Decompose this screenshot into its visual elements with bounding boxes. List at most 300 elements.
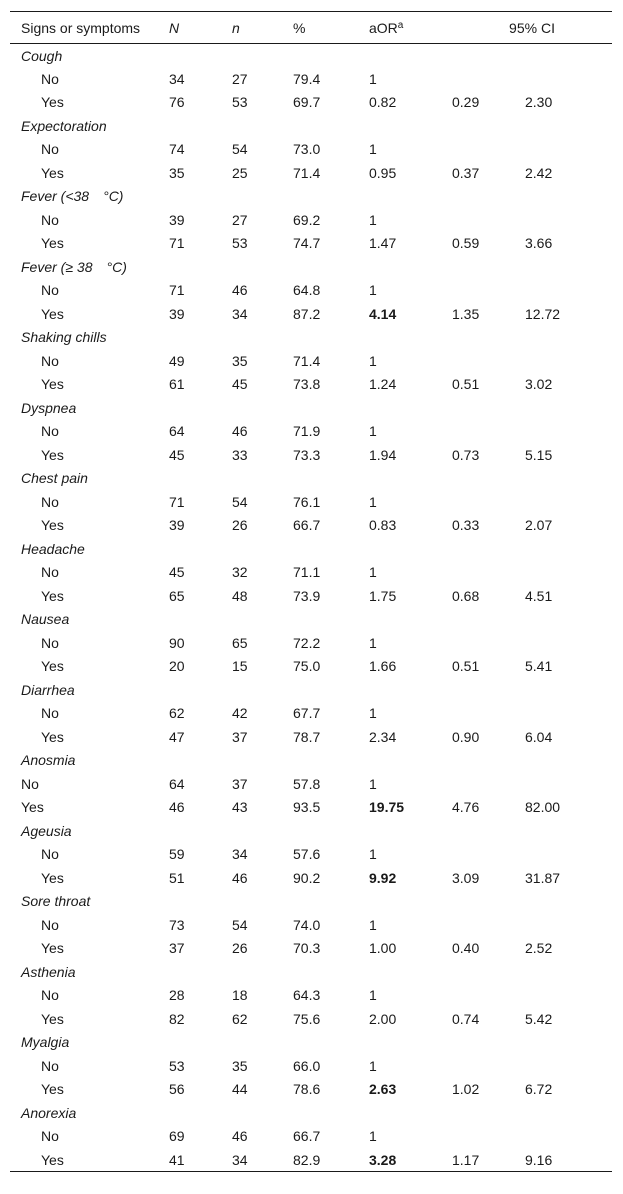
- group-label-text: Expectoration: [21, 117, 107, 134]
- cell-pct: 78.7: [293, 728, 321, 745]
- cell-hi: 5.42: [525, 1010, 553, 1027]
- header-row: [10, 12, 612, 44]
- cell-n: 34: [232, 1151, 248, 1168]
- cell-hi: [525, 561, 612, 585]
- cell-lo: 0.29: [452, 94, 480, 111]
- cell-pct: 71.9: [293, 423, 321, 440]
- cell-aor: 1.47: [369, 235, 397, 252]
- cell-pct: 64.8: [293, 282, 321, 299]
- cell-hi: [525, 279, 612, 303]
- cell-n: 54: [232, 916, 248, 933]
- table-body: [10, 44, 612, 1172]
- cell-N: 76: [169, 94, 185, 111]
- cell-aor: 1: [369, 987, 377, 1004]
- cell-pct: 57.6: [293, 846, 321, 863]
- cell-lo: [452, 984, 525, 1008]
- table-row: [10, 772, 612, 796]
- cell-hi: [525, 208, 612, 232]
- cell-n: 33: [232, 446, 248, 463]
- cell-aor: 1.94: [369, 446, 397, 463]
- group-row: [10, 537, 612, 561]
- cell-N: 90: [169, 634, 185, 651]
- cell-hi: [525, 349, 612, 373]
- cell-pct: 76.1: [293, 493, 321, 510]
- table-row: [10, 655, 612, 679]
- cell-pct: 73.8: [293, 376, 321, 393]
- group-row: [10, 255, 612, 279]
- cell-aor: 1: [369, 1057, 377, 1074]
- row-label: Yes: [21, 799, 44, 816]
- cell-n: 26: [232, 517, 248, 534]
- row-label: Yes: [41, 1151, 64, 1168]
- cell-N: 45: [169, 564, 185, 581]
- group-row: [10, 608, 612, 632]
- cell-lo: [452, 279, 525, 303]
- cell-lo: 0.51: [452, 658, 480, 675]
- row-label: No: [41, 423, 59, 440]
- cell-pct: 64.3: [293, 987, 321, 1004]
- cell-pct: 93.5: [293, 799, 321, 816]
- cell-lo: [452, 913, 525, 937]
- group-row: [10, 114, 612, 138]
- group-label-text: Fever (<38: [21, 188, 90, 205]
- cell-pct: 75.6: [293, 1010, 321, 1027]
- table-row: [10, 584, 612, 608]
- group-label: [10, 467, 612, 491]
- cell-N: 69: [169, 1128, 185, 1145]
- cell-N: 49: [169, 352, 185, 369]
- row-label: No: [41, 282, 59, 299]
- table-row: [10, 373, 612, 397]
- cell-N: 28: [169, 987, 185, 1004]
- cell-lo: [452, 702, 525, 726]
- group-row: [10, 890, 612, 914]
- cell-N: 35: [169, 164, 185, 181]
- cell-n: 54: [232, 141, 248, 158]
- table-row: [10, 420, 612, 444]
- table-row: [10, 514, 612, 538]
- group-label-unit: °C): [106, 258, 127, 275]
- row-label: Yes: [41, 869, 64, 886]
- group-label: [10, 185, 612, 209]
- row-label: No: [21, 775, 39, 792]
- cell-lo: [452, 1054, 525, 1078]
- group-row: [10, 467, 612, 491]
- cell-aor: 9.92: [369, 869, 397, 886]
- cell-aor: 1: [369, 352, 377, 369]
- cell-pct: 66.0: [293, 1057, 321, 1074]
- cell-n: 54: [232, 493, 248, 510]
- cell-N: 71: [169, 282, 185, 299]
- group-label: [10, 537, 612, 561]
- cell-N: 56: [169, 1081, 185, 1098]
- row-label: Yes: [41, 94, 64, 111]
- table-row: [10, 843, 612, 867]
- table-row: [10, 138, 612, 162]
- cell-N: 64: [169, 775, 185, 792]
- cell-N: 73: [169, 916, 185, 933]
- cell-lo: [452, 67, 525, 91]
- row-label: No: [41, 987, 59, 1004]
- cell-lo: [452, 138, 525, 162]
- cell-lo: [452, 208, 525, 232]
- group-label: [10, 44, 612, 68]
- table-row: [10, 490, 612, 514]
- group-label: [10, 749, 612, 773]
- cell-pct: 74.7: [293, 235, 321, 252]
- table-row: [10, 279, 612, 303]
- group-label-text: Anorexia: [21, 1104, 77, 1121]
- cell-hi: 82.00: [525, 799, 561, 816]
- group-row: [10, 678, 612, 702]
- cell-N: 59: [169, 846, 185, 863]
- group-label: [10, 960, 612, 984]
- group-label: [10, 396, 612, 420]
- header-aor-label: aOR: [369, 19, 398, 36]
- row-label: No: [41, 352, 59, 369]
- cell-aor: 0.95: [369, 164, 397, 181]
- cell-n: 45: [232, 376, 248, 393]
- row-label: No: [41, 1057, 59, 1074]
- cell-aor: 1: [369, 634, 377, 651]
- cell-N: 39: [169, 517, 185, 534]
- cell-n: 35: [232, 352, 248, 369]
- group-label: [10, 114, 612, 138]
- cell-N: 39: [169, 305, 185, 322]
- cell-hi: [525, 984, 612, 1008]
- group-label-text: Ageusia: [21, 822, 72, 839]
- cell-pct: 75.0: [293, 658, 321, 675]
- header-N: N: [169, 19, 180, 36]
- row-label: Yes: [41, 587, 64, 604]
- cell-hi: [525, 913, 612, 937]
- cell-n: 48: [232, 587, 248, 604]
- cell-pct: 87.2: [293, 305, 321, 322]
- cell-aor: 1: [369, 423, 377, 440]
- cell-lo: 0.68: [452, 587, 480, 604]
- cell-aor: 19.75: [369, 799, 405, 816]
- table-row: [10, 302, 612, 326]
- symptoms-table: [10, 11, 612, 1172]
- cell-pct: 74.0: [293, 916, 321, 933]
- group-row: [10, 749, 612, 773]
- table-row: [10, 443, 612, 467]
- cell-n: 53: [232, 235, 248, 252]
- group-label-text: Shaking chills: [21, 329, 107, 346]
- cell-hi: [525, 420, 612, 444]
- cell-pct: 79.4: [293, 70, 321, 87]
- cell-pct: 70.3: [293, 940, 321, 957]
- cell-hi: [525, 772, 612, 796]
- table-row: [10, 631, 612, 655]
- cell-aor: 0.83: [369, 517, 397, 534]
- cell-pct: 73.9: [293, 587, 321, 604]
- cell-hi: 5.15: [525, 446, 553, 463]
- table-row: [10, 937, 612, 961]
- cell-N: 74: [169, 141, 185, 158]
- group-label: [10, 326, 612, 350]
- cell-lo: 0.59: [452, 235, 480, 252]
- cell-n: 34: [232, 305, 248, 322]
- cell-aor: 1: [369, 211, 377, 228]
- cell-n: 46: [232, 1128, 248, 1145]
- cell-hi: [525, 138, 612, 162]
- cell-N: 39: [169, 211, 185, 228]
- cell-lo: 0.74: [452, 1010, 480, 1027]
- cell-pct: 69.2: [293, 211, 321, 228]
- symptoms-table-container: [10, 11, 612, 1172]
- group-label-text: Diarrhea: [21, 681, 75, 698]
- table-row: [10, 561, 612, 585]
- cell-hi: [525, 1054, 612, 1078]
- cell-aor: 1: [369, 1128, 377, 1145]
- cell-pct: 67.7: [293, 705, 321, 722]
- cell-N: 47: [169, 728, 185, 745]
- table-row: [10, 725, 612, 749]
- table-row: [10, 913, 612, 937]
- group-label-text: Dyspnea: [21, 399, 77, 416]
- cell-N: 64: [169, 423, 185, 440]
- cell-n: 44: [232, 1081, 248, 1098]
- cell-n: 18: [232, 987, 248, 1004]
- group-row: [10, 1031, 612, 1055]
- cell-pct: 66.7: [293, 517, 321, 534]
- cell-lo: 0.90: [452, 728, 480, 745]
- cell-n: 34: [232, 846, 248, 863]
- cell-lo: [452, 631, 525, 655]
- row-label: No: [41, 1128, 59, 1145]
- cell-aor: 3.28: [369, 1151, 397, 1168]
- cell-n: 46: [232, 869, 248, 886]
- group-label-text: Headache: [21, 540, 85, 557]
- cell-pct: 72.2: [293, 634, 321, 651]
- group-label-text: Cough: [21, 47, 63, 64]
- cell-N: 46: [169, 799, 185, 816]
- cell-lo: 4.76: [452, 799, 480, 816]
- row-label: No: [41, 564, 59, 581]
- cell-aor: 1.75: [369, 587, 397, 604]
- cell-N: 37: [169, 940, 185, 957]
- cell-N: 62: [169, 705, 185, 722]
- cell-n: 35: [232, 1057, 248, 1074]
- group-label: [10, 1031, 612, 1055]
- table-row: [10, 1054, 612, 1078]
- cell-N: 53: [169, 1057, 185, 1074]
- group-label-text: Anosmia: [21, 752, 76, 769]
- header-ci: 95% CI: [509, 19, 555, 36]
- group-label: [10, 678, 612, 702]
- cell-lo: 1.02: [452, 1081, 480, 1098]
- cell-pct: 69.7: [293, 94, 321, 111]
- cell-pct: 82.9: [293, 1151, 321, 1168]
- cell-hi: 6.72: [525, 1081, 553, 1098]
- cell-pct: 66.7: [293, 1128, 321, 1145]
- cell-lo: 0.73: [452, 446, 480, 463]
- cell-n: 37: [232, 728, 248, 745]
- cell-N: 71: [169, 493, 185, 510]
- cell-hi: [525, 702, 612, 726]
- table-row: [10, 1125, 612, 1149]
- group-row: [10, 819, 612, 843]
- cell-lo: 3.09: [452, 869, 480, 886]
- row-label: Yes: [41, 1081, 64, 1098]
- cell-aor: 4.14: [369, 305, 397, 322]
- cell-aor: 2.00: [369, 1010, 397, 1027]
- cell-n: 26: [232, 940, 248, 957]
- group-row: [10, 396, 612, 420]
- cell-hi: 3.02: [525, 376, 553, 393]
- cell-aor: 1: [369, 70, 377, 87]
- group-label: [10, 608, 612, 632]
- cell-hi: [525, 631, 612, 655]
- row-label: No: [41, 705, 59, 722]
- table-row: [10, 349, 612, 373]
- cell-n: 53: [232, 94, 248, 111]
- cell-lo: 1.35: [452, 305, 480, 322]
- group-label-text: Nausea: [21, 611, 70, 628]
- cell-pct: 73.3: [293, 446, 321, 463]
- cell-pct: 78.6: [293, 1081, 321, 1098]
- cell-lo: [452, 561, 525, 585]
- cell-hi: 3.66: [525, 235, 553, 252]
- row-label: No: [41, 916, 59, 933]
- cell-aor: 1: [369, 916, 377, 933]
- cell-n: 46: [232, 423, 248, 440]
- cell-N: 34: [169, 70, 185, 87]
- row-label: No: [41, 70, 59, 87]
- cell-aor: 1: [369, 705, 377, 722]
- group-label: [10, 819, 612, 843]
- cell-aor: 1.66: [369, 658, 397, 675]
- cell-n: 42: [232, 705, 248, 722]
- cell-n: 43: [232, 799, 248, 816]
- cell-n: 15: [232, 658, 248, 675]
- cell-pct: 71.1: [293, 564, 321, 581]
- cell-aor: 1: [369, 775, 377, 792]
- group-row: [10, 185, 612, 209]
- cell-n: 25: [232, 164, 248, 181]
- cell-aor: 2.34: [369, 728, 397, 745]
- table-row: [10, 91, 612, 115]
- table-row: [10, 1007, 612, 1031]
- cell-n: 46: [232, 282, 248, 299]
- row-label: Yes: [41, 940, 64, 957]
- group-row: [10, 44, 612, 68]
- row-label: No: [41, 493, 59, 510]
- cell-hi: [525, 1125, 612, 1149]
- cell-lo: [452, 349, 525, 373]
- table-row: [10, 1148, 612, 1172]
- table-row: [10, 67, 612, 91]
- cell-n: 27: [232, 70, 248, 87]
- cell-n: 65: [232, 634, 248, 651]
- table-row: [10, 866, 612, 890]
- cell-lo: 0.37: [452, 164, 480, 181]
- cell-hi: 2.07: [525, 517, 553, 534]
- cell-hi: [525, 490, 612, 514]
- group-label-text: Chest pain: [21, 470, 88, 487]
- group-label-text: Myalgia: [21, 1034, 70, 1051]
- row-label: Yes: [41, 305, 64, 322]
- group-label: [10, 1101, 612, 1125]
- cell-N: 41: [169, 1151, 185, 1168]
- cell-pct: 73.0: [293, 141, 321, 158]
- row-label: No: [41, 846, 59, 863]
- group-row: [10, 1101, 612, 1125]
- cell-pct: 57.8: [293, 775, 321, 792]
- cell-N: 61: [169, 376, 185, 393]
- row-label: Yes: [41, 446, 64, 463]
- cell-n: 62: [232, 1010, 248, 1027]
- table-row: [10, 232, 612, 256]
- group-label-text: Fever (≥ 38: [21, 258, 93, 275]
- cell-hi: 2.42: [525, 164, 553, 181]
- cell-hi: 12.72: [525, 305, 561, 322]
- group-label: [10, 255, 612, 279]
- cell-N: 71: [169, 235, 185, 252]
- header-signs-symptoms: Signs or symptoms: [21, 19, 141, 36]
- cell-lo: [452, 772, 525, 796]
- row-label: Yes: [41, 235, 64, 252]
- cell-hi: [525, 843, 612, 867]
- cell-hi: 4.51: [525, 587, 553, 604]
- cell-lo: 0.40: [452, 940, 480, 957]
- group-label-text: Asthenia: [21, 963, 76, 980]
- cell-N: 45: [169, 446, 185, 463]
- group-label-text: Sore throat: [21, 893, 91, 910]
- cell-hi: 2.30: [525, 94, 553, 111]
- cell-lo: [452, 1125, 525, 1149]
- cell-aor: 1: [369, 493, 377, 510]
- header-percent: %: [293, 19, 306, 36]
- header-aor-footnote: a: [397, 19, 404, 31]
- row-label: No: [41, 211, 59, 228]
- cell-pct: 71.4: [293, 352, 321, 369]
- row-label: Yes: [41, 728, 64, 745]
- cell-hi: 6.04: [525, 728, 553, 745]
- row-label: Yes: [41, 517, 64, 534]
- cell-hi: 31.87: [525, 869, 561, 886]
- cell-lo: 0.51: [452, 376, 480, 393]
- header-n: n: [232, 19, 240, 36]
- cell-N: 65: [169, 587, 185, 604]
- cell-pct: 90.2: [293, 869, 321, 886]
- cell-lo: [452, 490, 525, 514]
- cell-lo: [452, 843, 525, 867]
- row-label: Yes: [41, 1010, 64, 1027]
- row-label: Yes: [41, 376, 64, 393]
- row-label: Yes: [41, 658, 64, 675]
- row-label: Yes: [41, 164, 64, 181]
- cell-aor: 1.24: [369, 376, 397, 393]
- cell-aor: 1: [369, 141, 377, 158]
- cell-aor: 0.82: [369, 94, 397, 111]
- cell-aor: 1: [369, 282, 377, 299]
- cell-aor: 1.00: [369, 940, 397, 957]
- cell-n: 27: [232, 211, 248, 228]
- cell-hi: 9.16: [525, 1151, 553, 1168]
- table-row: [10, 1078, 612, 1102]
- table-row: [10, 796, 612, 820]
- table-row: [10, 208, 612, 232]
- cell-lo: 0.33: [452, 517, 480, 534]
- cell-hi: [525, 67, 612, 91]
- cell-N: 20: [169, 658, 185, 675]
- cell-n: 37: [232, 775, 248, 792]
- table-row: [10, 161, 612, 185]
- cell-n: 32: [232, 564, 248, 581]
- cell-pct: 71.4: [293, 164, 321, 181]
